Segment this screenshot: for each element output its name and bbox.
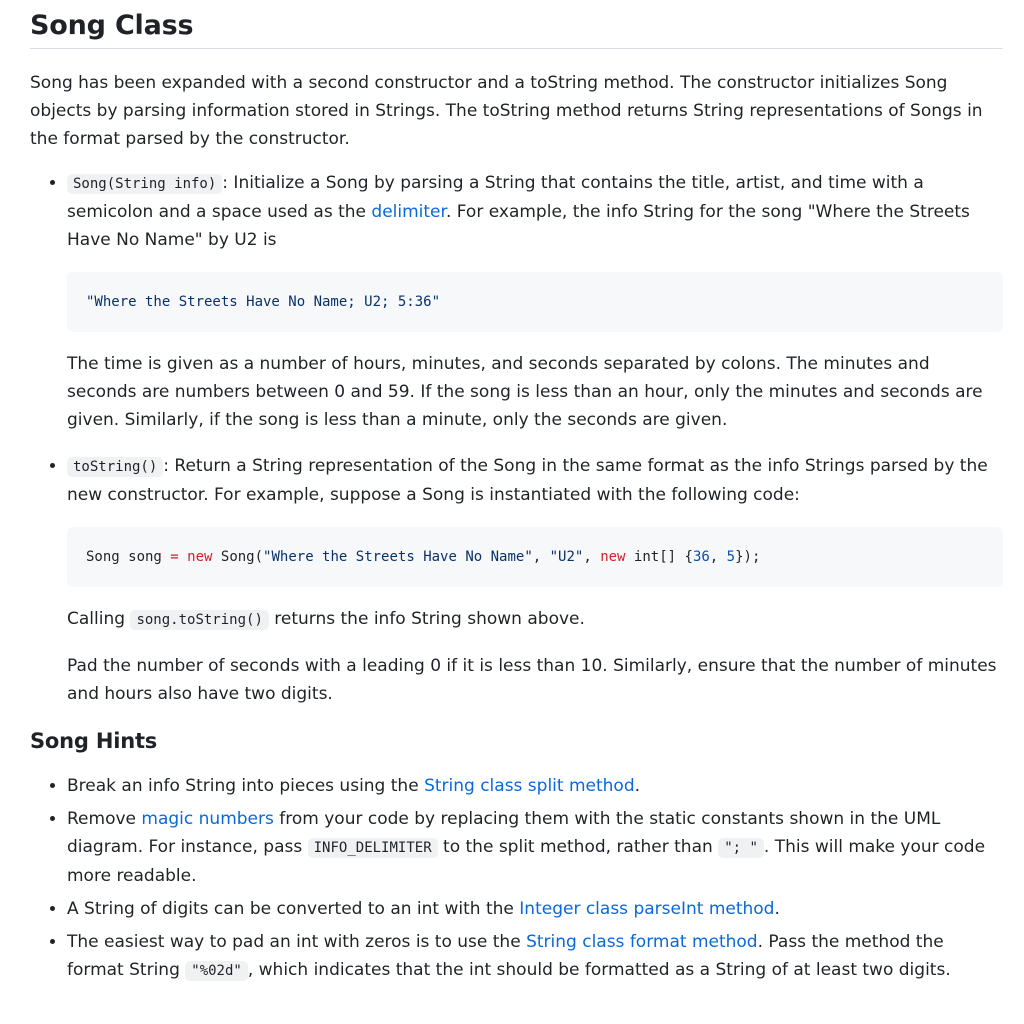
hint-text: Break an info String into pieces using the [67, 776, 425, 796]
example-info-code-block [67, 272, 1003, 332]
method-list [30, 169, 1003, 708]
constructor-desc-a: : Initialize a Song by parsing a String that contains the title, artist, and time with a semicolon and a space used as the [67, 173, 924, 222]
code-token: , [583, 549, 601, 565]
code-token: , [709, 549, 727, 565]
code-keyword: new [187, 549, 213, 565]
calling-note [67, 605, 1003, 634]
format-string-code: "%02d" [185, 961, 248, 981]
delimiter-literal-code: "; " [718, 838, 764, 858]
code-keyword: new [600, 549, 626, 565]
list-item-tostring [67, 452, 1003, 708]
calling-text-a: Calling [67, 609, 131, 629]
hint-text: . [774, 899, 780, 919]
code-token: int[] { [625, 549, 693, 565]
example-info-string: "Where the Streets Have No Name; U2; 5:36" [86, 294, 441, 310]
hints-list [30, 772, 1003, 985]
format-method-link[interactable]: String class format method [526, 932, 758, 952]
hint-item [67, 895, 1003, 923]
hints-heading: Song Hints [30, 729, 158, 753]
code-string: "Where the Streets Have No Name" [263, 549, 533, 565]
magic-numbers-link[interactable]: magic numbers [141, 809, 274, 829]
code-token: = [170, 549, 179, 565]
parseint-link[interactable]: Integer class parseInt method [519, 899, 775, 919]
hint-text: , which indicates that the int should be formatted as a String of at least two digits. [247, 960, 951, 980]
intro-paragraph: Song has been expanded with a second constructor and a toString method. The constructor initializes Song objects by parsing information stored in Strings. The toString method returns String representations of Songs in the format parsed by the constructor. [30, 73, 983, 149]
hint-text: to the split method, rather than [437, 837, 719, 857]
code-token: , [532, 549, 550, 565]
hint-item [67, 772, 1003, 800]
hint-item [67, 928, 1003, 985]
hint-item [67, 805, 1003, 890]
time-note: The time is given as a number of hours, minutes, and seconds separated by colons. The minutes and seconds are numbers between 0 and 59. If the song is less than an hour, only the minutes and seconds are given. Similarly, if the song is less than a minute, only the seconds are given. [67, 354, 983, 430]
hint-text: Remove [67, 809, 142, 829]
code-number: 36 [692, 549, 710, 565]
hint-text: . This will make your code more readable. [67, 837, 986, 886]
tostring-signature: toString() [67, 457, 163, 477]
split-method-link[interactable]: String class split method [424, 776, 635, 796]
delimiter-link[interactable]: delimiter [371, 202, 446, 222]
pad-note: Pad the number of seconds with a leading 0 if it is less than 10. Similarly, ensure that the number of minutes and hours also have two digits. [67, 656, 997, 704]
code-token: Song( [212, 549, 264, 565]
calling-text-b: returns the info String shown above. [268, 609, 585, 629]
code-token: Song song [86, 549, 171, 565]
info-delimiter-code: INFO_DELIMITER [308, 838, 438, 858]
constructor-signature: Song(String info) [67, 174, 222, 194]
tostring-desc: : Return a String representation of the Song in the same format as the info Strings parsed by the new constructor. For example, suppose a Song is instantiated with the following code: [67, 456, 988, 505]
code-string: "U2" [549, 549, 584, 565]
list-item-constructor [67, 169, 1003, 434]
hint-text: . Pass the method the format String [67, 932, 944, 980]
calling-code: song.toString() [130, 610, 268, 630]
page-title: Song Class [30, 0, 1003, 49]
code-number: 5 [726, 549, 736, 565]
hint-text: A String of digits can be converted to an int with the [67, 899, 520, 919]
constructor-desc-b: . For example, the info String for the song "Where the Streets Have No Name" by U2 is [67, 202, 970, 250]
code-token [179, 549, 187, 565]
code-token: }); [735, 549, 761, 565]
hint-text: from your code by replacing them with the static constants shown in the UML diagram. For instance, pass [67, 809, 941, 857]
hint-text: The easiest way to pad an int with zeros is to use the [67, 932, 527, 952]
instantiation-code-block [67, 527, 1003, 587]
hint-text: . [634, 776, 641, 796]
